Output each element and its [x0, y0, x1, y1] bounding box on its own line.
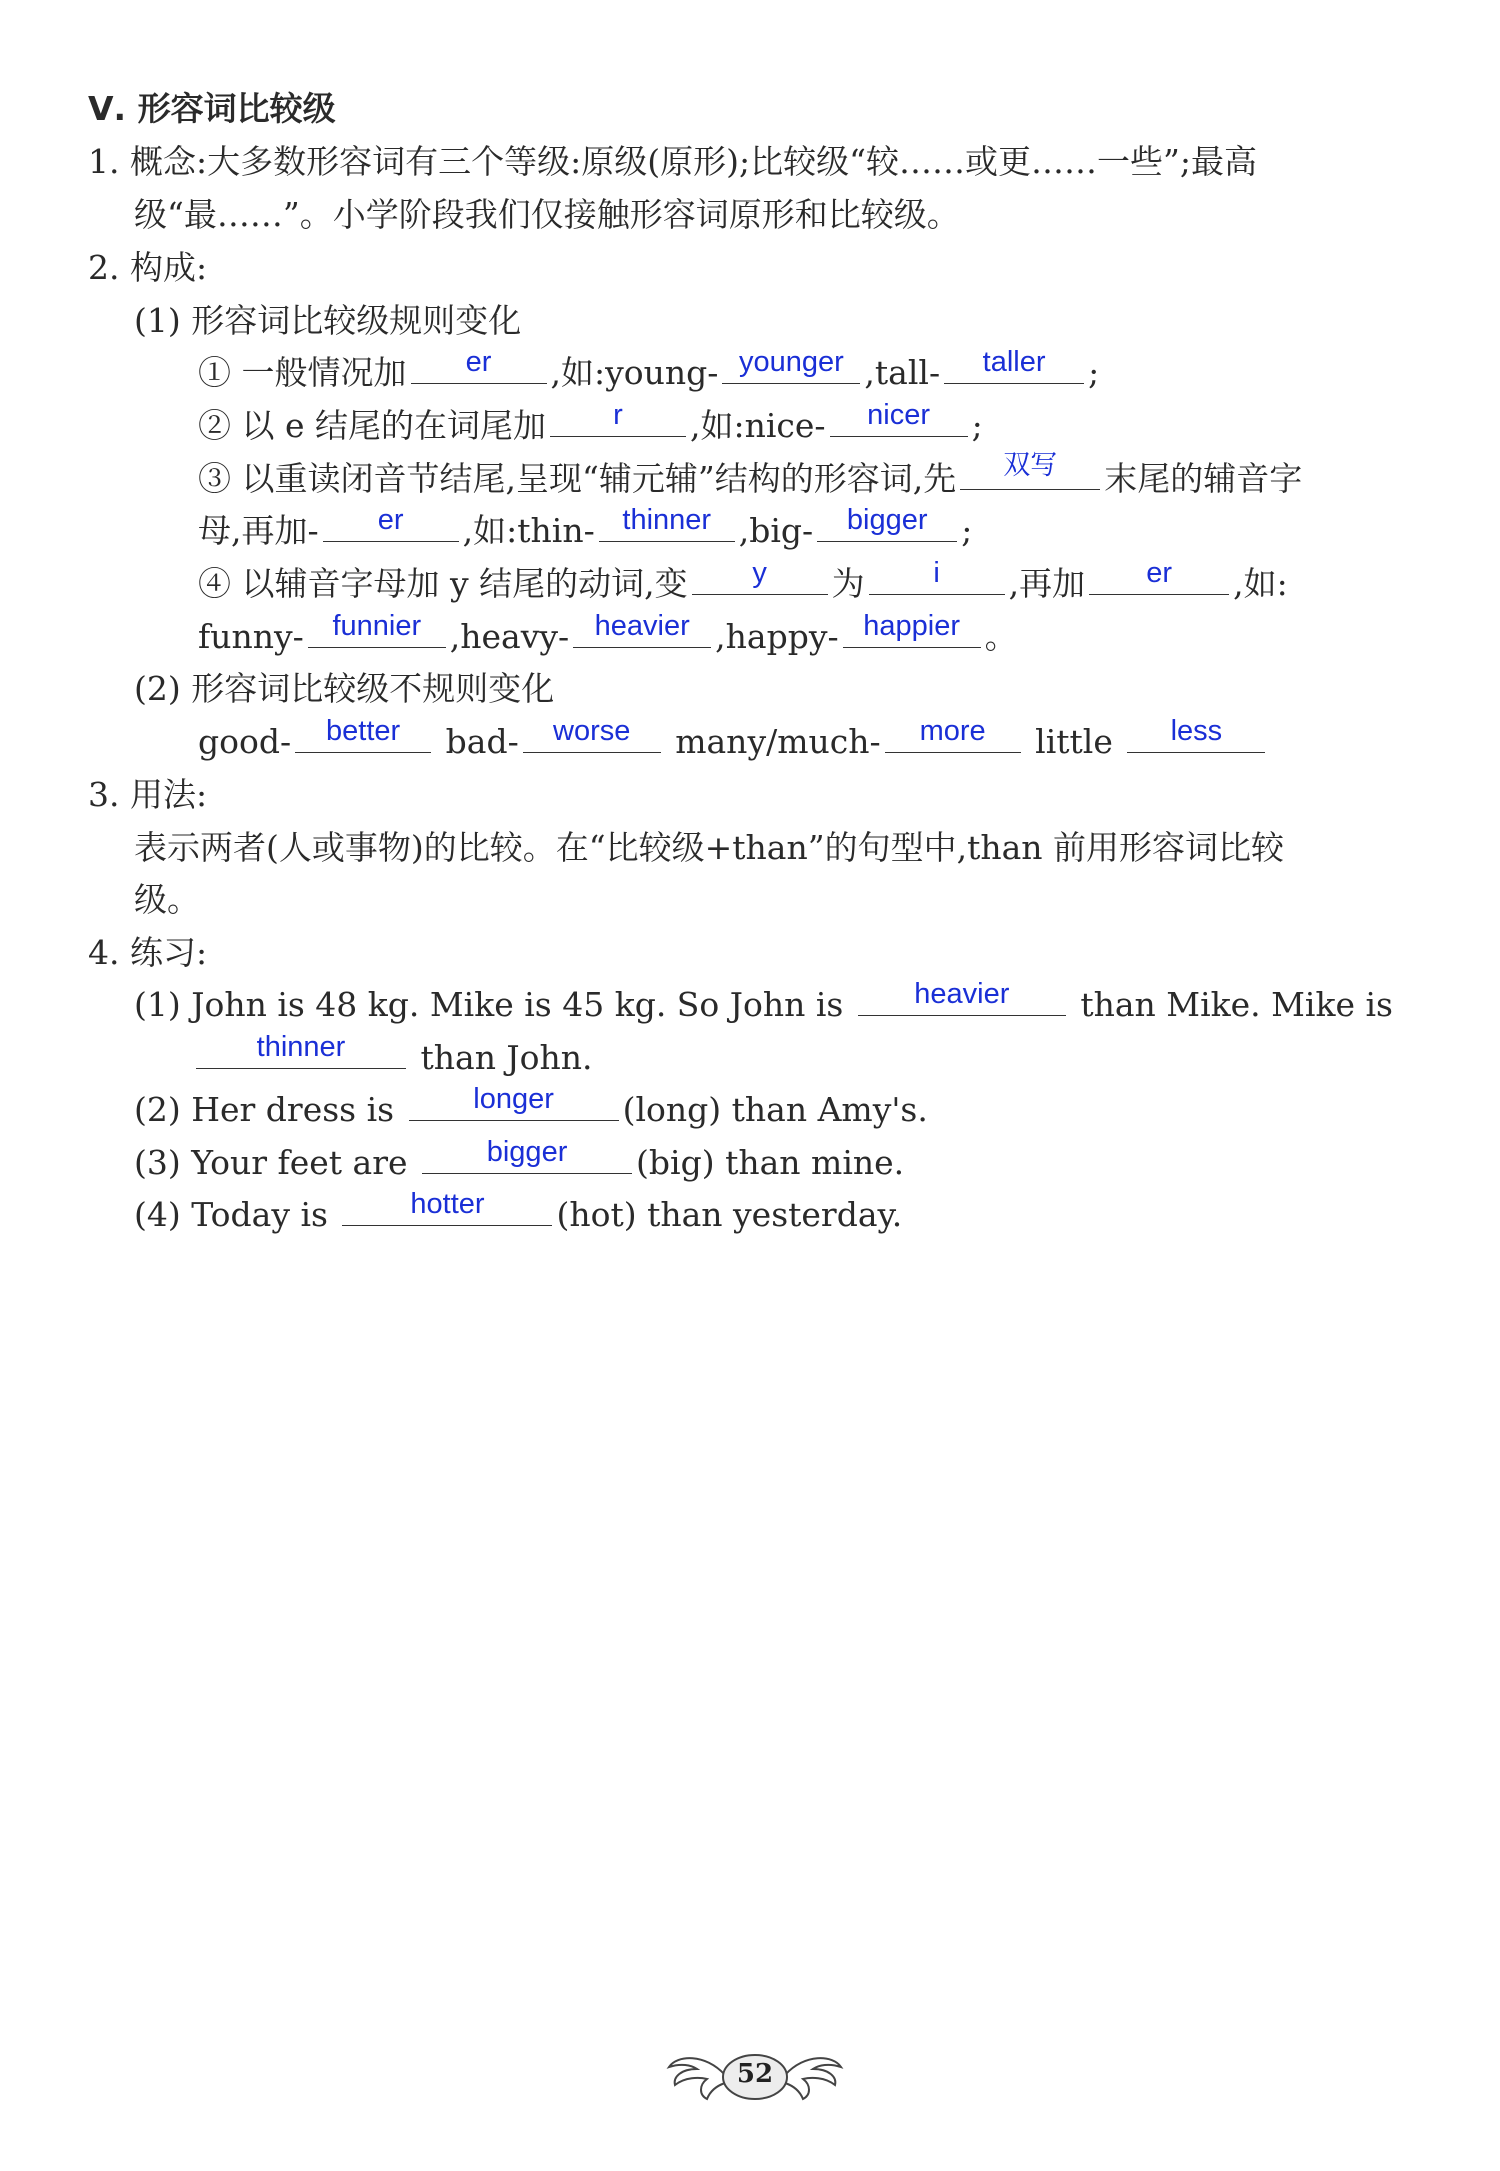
- practice-label: 4. 练习:: [88, 933, 208, 972]
- answer-blank[interactable]: heavier: [858, 981, 1066, 1016]
- answer-blank[interactable]: happier: [843, 613, 981, 648]
- section-title: Ⅴ. 形容词比较级: [88, 89, 336, 128]
- rule-1: ① 一般情况加 er ,如:young- younger ,tall- taller ;: [198, 346, 1100, 392]
- answer-blank[interactable]: worse: [523, 718, 661, 753]
- rule-4-line-1: ④ 以辅音字母加 y 结尾的动词,变 y 为 i ,再加 er ,如:: [198, 557, 1288, 603]
- answer-blank[interactable]: er: [323, 507, 459, 542]
- answer-blank[interactable]: r: [550, 402, 686, 437]
- answer-blank[interactable]: er: [411, 349, 547, 384]
- answer-blank[interactable]: i: [869, 560, 1005, 595]
- answer-blank[interactable]: bigger: [422, 1139, 632, 1174]
- irregular-heading: (2) 形容词比较级不规则变化: [134, 669, 555, 708]
- answer-blank[interactable]: bigger: [817, 507, 957, 542]
- answer-blank[interactable]: younger: [722, 349, 860, 384]
- answer-blank[interactable]: funnier: [308, 613, 446, 648]
- rule-4-line-2: funny- funnier ,heavy- heavier ,happy- happier 。: [198, 610, 1018, 656]
- regular-heading: (1) 形容词比较级规则变化: [134, 301, 522, 340]
- answer-blank[interactable]: 双写: [960, 455, 1100, 490]
- usage-line-1: 表示两者(人或事物)的比较。在“比较级+than”的句型中,than 前用形容词比较: [134, 828, 1285, 867]
- practice-q2: (2) Her dress is longer (long) than Amy's.: [134, 1083, 928, 1129]
- answer-blank[interactable]: er: [1089, 560, 1229, 595]
- page-number: 52: [736, 2059, 774, 2089]
- usage-line-2: 级。: [134, 880, 200, 919]
- rule-2: ② 以 e 结尾的在词尾加 r ,如:nice- nicer ;: [198, 399, 983, 445]
- rule-3-line-2: 母,再加- er ,如:thin- thinner ,big- bigger ;: [198, 504, 973, 550]
- practice-q4: (4) Today is hotter (hot) than yesterday.: [134, 1188, 903, 1234]
- answer-blank[interactable]: more: [885, 718, 1021, 753]
- usage-label: 3. 用法:: [88, 775, 208, 814]
- answer-blank[interactable]: y: [692, 560, 828, 595]
- answer-blank[interactable]: hotter: [342, 1191, 552, 1226]
- answer-blank[interactable]: thinner: [599, 507, 735, 542]
- practice-q1-line-1: (1) John is 48 kg. Mike is 45 kg. So John is heavier than Mike. Mike is: [134, 978, 1393, 1024]
- answer-blank[interactable]: thinner: [196, 1034, 406, 1069]
- concept-line-1: 1. 概念:大多数形容词有三个等级:原级(原形);比较级“较……或更……一些”;最高: [88, 142, 1257, 181]
- page-footer: [665, 2045, 845, 2105]
- answer-blank[interactable]: better: [295, 718, 431, 753]
- rule-3-line-1: ③ 以重读闭音节结尾,呈现“辅元辅”结构的形容词,先 双写 末尾的辅音字: [198, 450, 1303, 498]
- concept-line-2: 级“最……”。小学阶段我们仅接触形容词原形和比较级。: [134, 195, 960, 234]
- practice-q3: (3) Your feet are bigger (big) than mine.: [134, 1136, 905, 1182]
- irregular-list: good- better bad- worse many/much- more little less: [198, 715, 1269, 769]
- answer-blank[interactable]: longer: [409, 1086, 619, 1121]
- practice-q1-line-2: thinner than John.: [196, 1031, 593, 1085]
- answer-blank[interactable]: taller: [944, 349, 1084, 384]
- answer-blank[interactable]: nicer: [830, 402, 968, 437]
- structure-label: 2. 构成:: [88, 248, 208, 287]
- answer-blank[interactable]: heavier: [573, 613, 711, 648]
- answer-blank[interactable]: less: [1127, 718, 1265, 753]
